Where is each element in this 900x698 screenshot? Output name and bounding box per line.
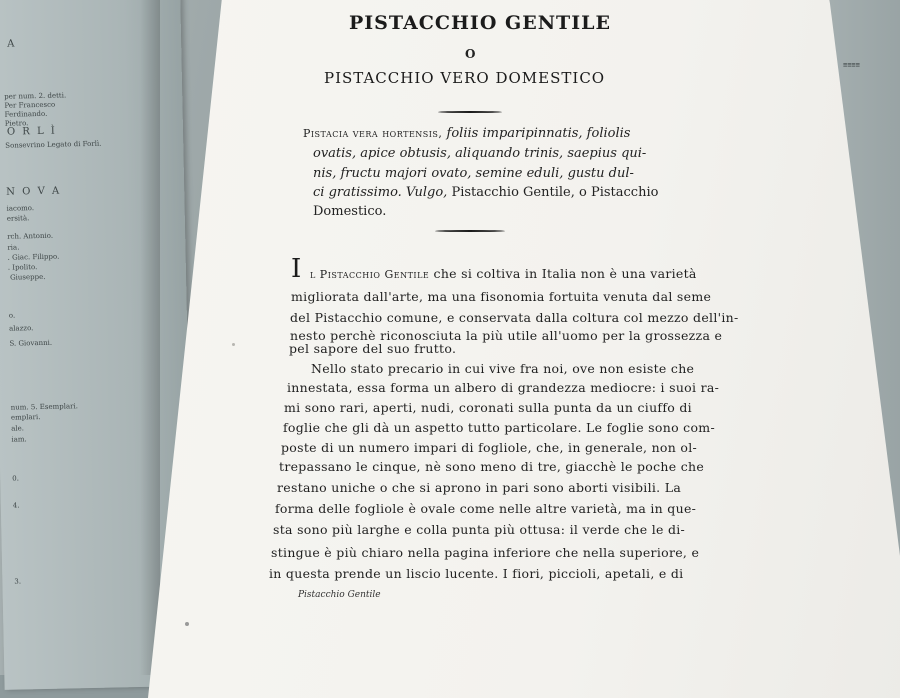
body-text-span: migliorata dall'arte, ma una fisonomia fortuita venuta dal seme: [291, 289, 712, 304]
page-subtitle: PISTACCHIO VERO DOMESTICO: [324, 69, 606, 87]
body-text-span: trepassano le cinque, nè sono meno di tre, giacchè le poche che: [279, 459, 705, 474]
body-line: [283, 420, 715, 435]
title-divider: [438, 111, 502, 113]
left-sheet-line: A: [7, 38, 17, 50]
body-text-span: forma delle fogliole è ovale come nelle altre varietà, ma in que-: [275, 501, 697, 516]
left-sheet-line: per num. 2. detti.: [4, 91, 67, 101]
latin-line: [313, 202, 386, 222]
latin-line: [303, 124, 630, 144]
left-sheet-line: 0.: [12, 474, 20, 483]
latin-line: [313, 144, 646, 164]
body-line: [284, 400, 692, 415]
left-sheet-line: ria.: [7, 243, 20, 252]
body-line: [269, 566, 683, 581]
latin-italic-text: ci gratissimo. Vulgo,: [313, 185, 448, 200]
latin-line: [313, 183, 658, 203]
left-sheet-line: ersità.: [6, 214, 30, 223]
left-sheet-line: emplari.: [10, 413, 41, 422]
left-sheet-line: 4.: [12, 501, 20, 510]
left-sheet-line: O R L Ì: [6, 125, 57, 138]
left-sheet-line: . Giac. Filippo.: [7, 252, 60, 262]
latin-text: ovatis, apice obtusis, aliquando trinis, saepius qui-: [313, 146, 647, 161]
section-divider: [435, 230, 505, 232]
latin-text: foliis imparipinnatis, foliolis: [442, 126, 631, 141]
left-sheet-line: o.: [8, 311, 16, 320]
body-text-span: mi sono rari, aperti, nudi, coronati sulla punta da un ciuffo di: [284, 400, 692, 415]
left-sheet-line: iacomo.: [6, 204, 35, 213]
left-sheet-line: iam.: [11, 435, 27, 444]
latin-species-name: Pistacia vera hortensis,: [303, 127, 443, 140]
paper-mark: [232, 343, 235, 346]
left-sheet-line: ale.: [11, 424, 25, 433]
body-text-span: innestata, essa forma un albero di grandezza mediocre: i suoi ra-: [287, 380, 720, 395]
left-sheet-line: Per Francesco: [4, 100, 56, 110]
title-conjunction: O: [465, 47, 476, 61]
page-title: PISTACCHIO GENTILE: [349, 12, 611, 34]
body-line: [275, 501, 696, 516]
paper-shadow: [140, 0, 160, 675]
body-text-span: in questa prende un liscio lucente. I fiori, piccioli, apetali, e di: [269, 566, 684, 581]
body-text-span: che si coltiva in Italia non è una varietà: [429, 266, 697, 281]
left-sheet-line: rch. Antonio.: [7, 231, 54, 241]
body-line: [291, 289, 711, 304]
body-text-span: restano uniche o che si aprono in pari sono aborti visibili. La: [277, 480, 682, 495]
left-sheet-line: num. 5. Esemplari.: [10, 402, 79, 412]
body-text-span: stingue è più chiaro nella pagina inferiore che nella superiore, e: [271, 545, 700, 560]
body-text-span: del Pistacchio comune, e conservata dalla coltura col mezzo dell'in-: [290, 310, 739, 325]
body-text-span: nesto perchè riconosciuta la più utile all'uomo per la grossezza e: [290, 328, 723, 343]
latin-text: Pistacchio Gentile, o Pistacchio: [447, 185, 659, 200]
left-sheet-line: alazzo.: [9, 324, 34, 333]
body-line: [281, 440, 697, 455]
left-sheet-line: [10, 0, 49, 1]
body-line: [287, 380, 719, 395]
left-sheet-line: S. Giovanni.: [9, 338, 53, 348]
body-text-span: foglie che gli dà un aspetto tutto particolare. Le foglie sono com-: [283, 420, 715, 435]
body-line: [271, 545, 699, 560]
body-line: [310, 266, 697, 281]
paper-mark: [185, 622, 189, 626]
body-text-span: Nello stato precario in cui vive fra noi, ove non esiste che: [311, 361, 695, 376]
left-sheet-line: N O V A: [6, 185, 62, 198]
body-text-span: poste di un numero impari di fogliole, che, in generale, non ol-: [281, 440, 698, 455]
body-line: [289, 341, 456, 356]
left-sheet-line: . Ipolito.: [7, 263, 38, 272]
left-sheet-line: Sonsevrino Legato di Forlì.: [5, 139, 102, 150]
latin-line: [313, 164, 634, 184]
body-line: [311, 361, 694, 376]
body-line: [277, 480, 681, 495]
body-smallcaps: l Pistacchio Gentile: [310, 268, 430, 281]
left-sheet-line: Ferdinando.: [4, 109, 48, 119]
left-sheet-line: Giuseppe.: [9, 272, 46, 282]
drop-cap: I: [291, 254, 302, 284]
latin-text: nis, fructu majori ovato, semine eduli, gustu dul-: [313, 166, 634, 181]
left-sheet-line: Pietro.: [4, 119, 29, 128]
body-text-span: pel sapore del suo frutto.: [289, 341, 457, 356]
left-sheet-line: 3.: [14, 577, 22, 586]
body-text-span: sta sono più larghe e colla punta più ottusa: il verde che le di-: [273, 522, 686, 537]
right-sheet-marks: ≡≡≡≡: [843, 61, 860, 69]
page-footer: Pistacchio Gentile: [298, 590, 381, 600]
latin-text: Domestico.: [313, 204, 387, 219]
body-line: [290, 310, 739, 325]
main-paper-sheet: [148, 0, 900, 698]
body-line: [273, 522, 685, 537]
body-line: [279, 459, 704, 474]
